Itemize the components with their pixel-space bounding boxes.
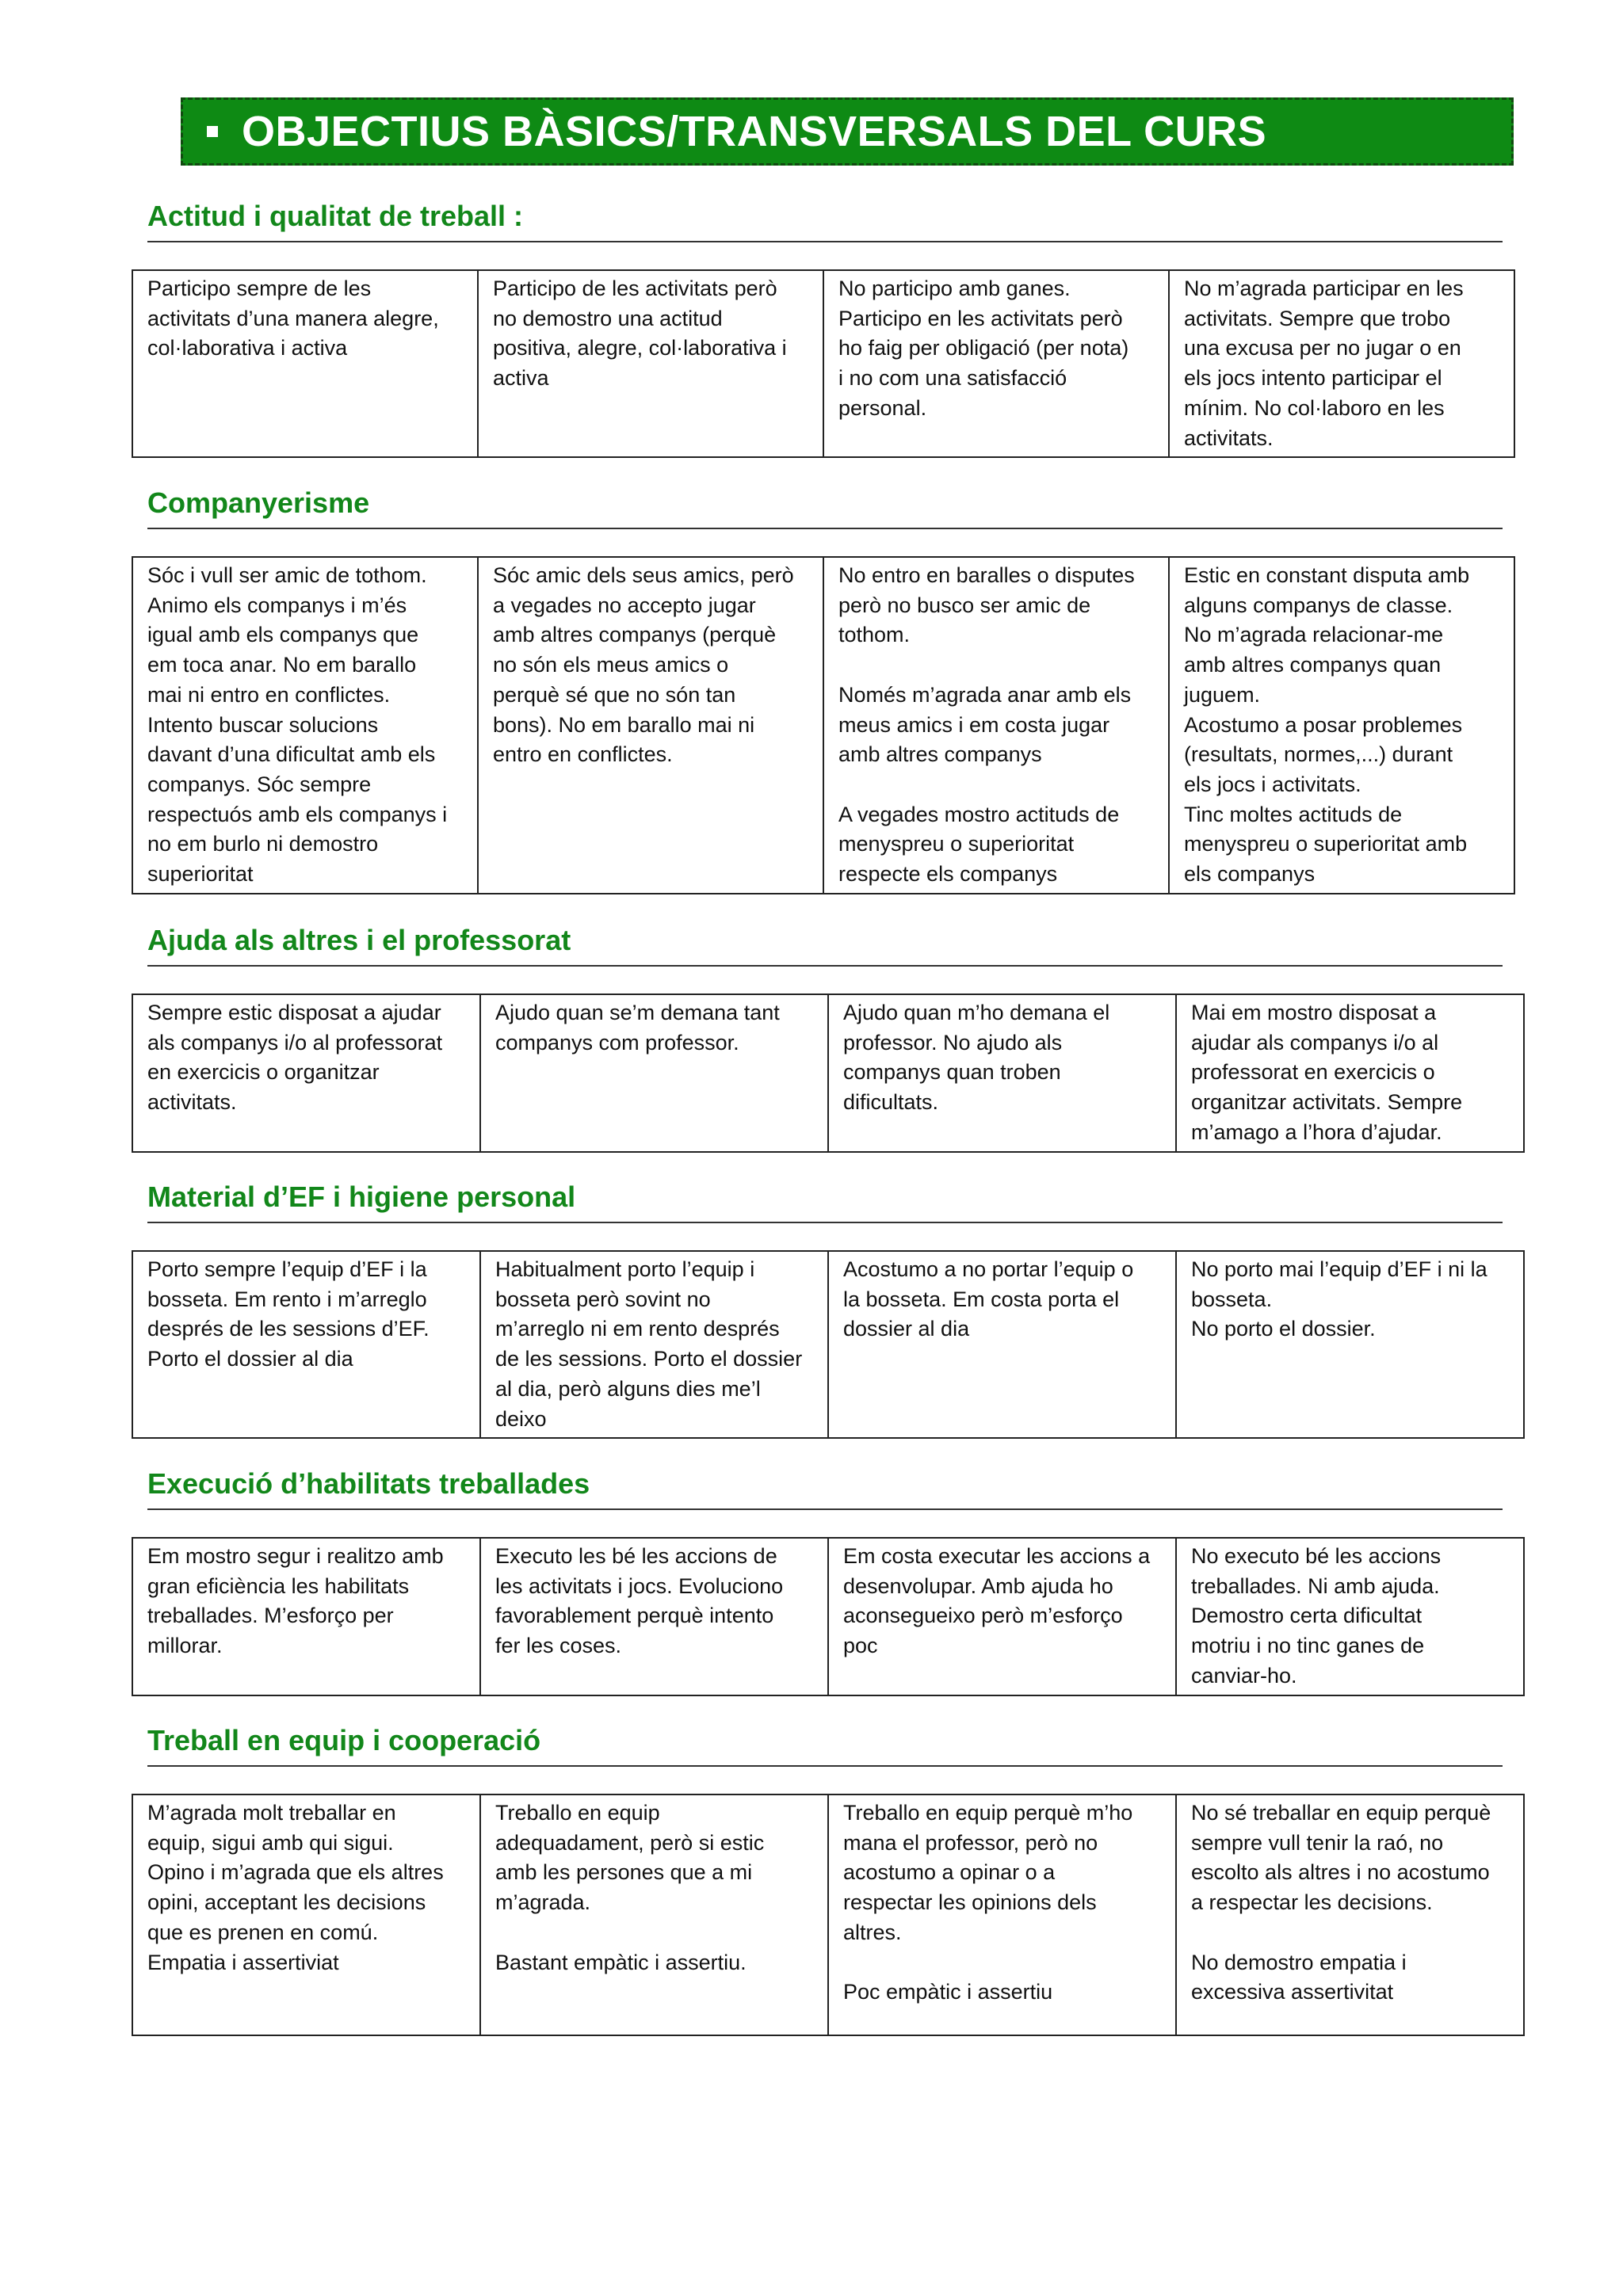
rubric-cell-level-3: Ajudo quan m’ho demana el professor. No ajudo als companys quan troben dificultats. xyxy=(828,994,1176,1152)
rubric-table-companyerisme xyxy=(132,556,1515,894)
rubric-cell-level-1: Sóc i vull ser amic de tothom. Animo els companys i m’és igual amb els companys que em toca anar. No em barallo mai ni entro en conflictes. Intento buscar solucions davant d’una dificultat amb els companys. Sóc sempre respectuós amb els companys i no em burlo ni demostro superioritat xyxy=(132,557,478,894)
rubric-cell-level-2: Ajudo quan se’m demana tant companys com professor. xyxy=(480,994,828,1152)
section-divider xyxy=(147,241,1503,242)
rubric-cell-level-2: Treballo en equip adequadament, però si estic amb les persones que a mi m’agrada. Bastant empàtic i assertiu. xyxy=(480,1794,828,2035)
section-title-actitud: Actitud i qualitat de treball : xyxy=(147,200,524,232)
rubric-cell-level-4: No porto mai l’equip d’EF i ni la bosseta. No porto el dossier. xyxy=(1176,1251,1524,1438)
section-title-material: Material d’EF i higiene personal xyxy=(147,1180,576,1213)
section-divider xyxy=(147,1222,1503,1223)
section-title-companyerisme: Companyerisme xyxy=(147,486,370,519)
section-divider xyxy=(147,965,1503,967)
rubric-cell-level-3: No entro en baralles o disputes però no busco ser amic de tothom. Només m’agrada anar amb els meus amics i em costa jugar amb altres companys A vegades mostro actituds de menyspreu o superioritat respecte els companys xyxy=(823,557,1169,894)
rubric-cell-level-1: Sempre estic disposat a ajudar als companys i/o al professorat en exercicis o organitzar activitats. xyxy=(132,994,480,1152)
section-banner xyxy=(181,97,1514,166)
rubric-cell-level-4: No executo bé les accions treballades. Ni amb ajuda. Demostro certa dificultat motriu i no tinc ganes de canviar-ho. xyxy=(1176,1538,1524,1695)
rubric-cell-level-1: Em mostro segur i realitzo amb gran eficiència les habilitats treballades. M’esforço per millorar. xyxy=(132,1538,480,1695)
rubric-cell-level-4: No m’agrada participar en les activitats. Sempre que trobo una excusa per no jugar o en els jocs intento participar el mínim. No col·laboro en les activitats. xyxy=(1169,270,1514,457)
rubric-table-treball-equip xyxy=(132,1794,1525,2036)
rubric-cell-level-2: Executo les bé les accions de les activitats i jocs. Evoluciono favorablement perquè intento fer les coses. xyxy=(480,1538,828,1695)
section-divider xyxy=(147,1508,1503,1510)
rubric-cell-level-2: Participo de les activitats però no demostro una actitud positiva, alegre, col·laborativa i activa xyxy=(478,270,823,457)
rubric-cell-level-3: Em costa executar les accions a desenvolupar. Amb ajuda ho aconsegueixo però m’esforço poc xyxy=(828,1538,1176,1695)
rubric-cell-level-3: Treballo en equip perquè m’ho mana el professor, però no acostumo a opinar o a respectar les opinions dels altres. Poc empàtic i assertiu xyxy=(828,1794,1176,2035)
square-bullet-icon xyxy=(207,126,218,137)
rubric-cell-level-4: Mai em mostro disposat a ajudar als companys i/o al professorat en exercicis o organitzar activitats. Sempre m’amago a l’hora d’ajudar. xyxy=(1176,994,1524,1152)
rubric-table-execucio xyxy=(132,1537,1525,1696)
rubric-table-actitud xyxy=(132,269,1515,458)
rubric-cell-level-4: Estic en constant disputa amb alguns companys de classe. No m’agrada relacionar-me amb altres companys quan juguem. Acostumo a posar problemes (resultats, normes,...) durant els jocs i activitats. Tinc moltes actituds de menyspreu o superioritat amb els companys xyxy=(1169,557,1514,894)
rubric-cell-level-3: Acostumo a no portar l’equip o la bosseta. Em costa porta el dossier al dia xyxy=(828,1251,1176,1438)
section-divider xyxy=(147,528,1503,529)
rubric-cell-level-2: Habitualment porto l’equip i bosseta però sovint no m’arreglo ni em rento després de les sessions. Porto el dossier al dia, però alguns dies me’l deixo xyxy=(480,1251,828,1438)
section-title-treball-equip: Treball en equip i cooperació xyxy=(147,1724,541,1756)
rubric-cell-level-4: No sé treballar en equip perquè sempre vull tenir la raó, no escolto als altres i no acostumo a respectar les decisions. No demostro empatia i excessiva assertivitat xyxy=(1176,1794,1524,2035)
section-divider xyxy=(147,1765,1503,1767)
rubric-cell-level-1: Porto sempre l’equip d’EF i la bosseta. Em rento i m’arreglo després de les sessions d’EF. Porto el dossier al dia xyxy=(132,1251,480,1438)
rubric-cell-level-2: Sóc amic dels seus amics, però a vegades no accepto jugar amb altres companys (perquè no són els meus amics o perquè sé que no són tan bons). No em barallo mai ni entro en conflictes. xyxy=(478,557,823,894)
rubric-table-ajuda xyxy=(132,994,1525,1153)
banner-title: OBJECTIUS BÀSICS/TRANSVERSALS DEL CURS xyxy=(242,108,1267,155)
rubric-cell-level-1: M’agrada molt treballar en equip, sigui amb qui sigui. Opino i m’agrada que els altres opini, acceptant les decisions que es prenen en comú. Empatia i assertiviat xyxy=(132,1794,480,2035)
section-title-ajuda: Ajuda als altres i el professorat xyxy=(147,924,571,956)
rubric-cell-level-1: Participo sempre de les activitats d’una manera alegre, col·laborativa i activa xyxy=(132,270,478,457)
section-title-execucio: Execució d’habilitats treballades xyxy=(147,1467,590,1500)
rubric-table-material xyxy=(132,1250,1525,1439)
rubric-cell-level-3: No participo amb ganes. Participo en les activitats però ho faig per obligació (per nota) i no com una satisfacció personal. xyxy=(823,270,1169,457)
